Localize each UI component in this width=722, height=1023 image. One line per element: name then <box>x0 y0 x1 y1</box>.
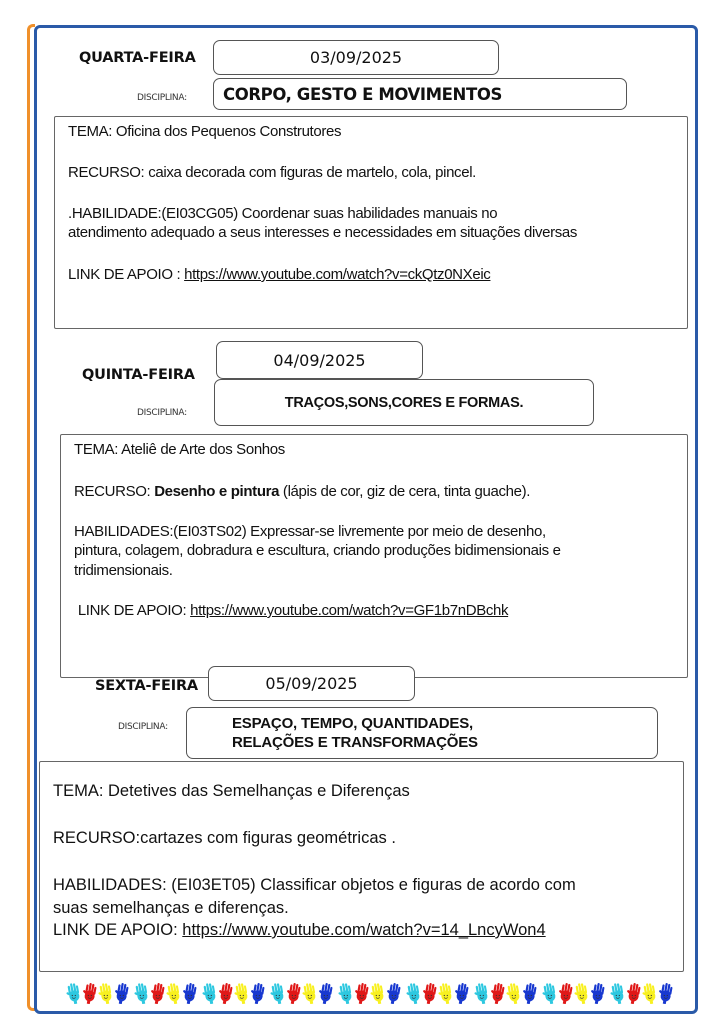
recurso-bold: Desenho e pintura <box>154 483 280 500</box>
hand-cyan-icon <box>474 980 490 1004</box>
hand-blue-icon <box>522 980 538 1004</box>
discipline-field <box>213 78 627 110</box>
discipline-line-2: RELAÇÕES E TRANSFORMAÇÕES <box>232 734 478 751</box>
hand-yellow-icon <box>166 980 182 1004</box>
recurso-suffix: (lápis de cor, giz de cera, tinta guache). <box>279 483 531 500</box>
hand-red-icon <box>82 980 98 1004</box>
hand-cyan-icon <box>406 980 422 1004</box>
hand-group <box>474 980 538 1006</box>
hand-blue-icon <box>182 980 198 1004</box>
support-link[interactable]: https://www.youtube.com/watch?v=GF1b7nDBchk <box>190 602 509 619</box>
hand-yellow-icon <box>234 980 250 1004</box>
hand-yellow-icon <box>506 980 522 1004</box>
hand-group <box>338 980 402 1006</box>
lesson-content-box <box>39 761 684 972</box>
weekday-label: QUARTA-FEIRA <box>79 50 196 66</box>
link-label: LINK DE APOIO: <box>74 602 191 619</box>
hand-group <box>270 980 334 1006</box>
recurso-text <box>74 482 679 501</box>
hand-blue-icon <box>590 980 606 1004</box>
habilidade-line-1: HABILIDADES:(EI03TS02) Expressar-se livremente por meio de desenho, <box>74 523 546 540</box>
hand-cyan-icon <box>270 980 286 1004</box>
support-link-row <box>53 920 675 941</box>
hand-yellow-icon <box>302 980 318 1004</box>
date-field: 04/09/2025 <box>216 341 423 379</box>
support-link-row <box>68 265 679 284</box>
weekday-label: SEXTA-FEIRA <box>95 678 198 694</box>
discipline-text <box>187 714 478 752</box>
habilidade-line-1: HABILIDADES: (EI03ET05) Classificar objetos e figuras de acordo com <box>53 876 576 894</box>
tema-text: TEMA: Oficina dos Pequenos Construtores <box>68 123 342 140</box>
hand-cyan-icon <box>610 980 626 1004</box>
habilidade-line-2: pintura, colagem, dobradura e escultura, criando produções bidimensionais e <box>74 542 561 559</box>
discipline-text: TRAÇOS,SONS,CORES E FORMAS. <box>284 394 524 411</box>
hand-blue-icon <box>318 980 334 1004</box>
habilidade-line-3: tridimensionais. <box>74 562 173 579</box>
hand-yellow-icon <box>98 980 114 1004</box>
hand-blue-icon <box>250 980 266 1004</box>
hand-cyan-icon <box>542 980 558 1004</box>
recurso-text: RECURSO:cartazes com figuras geométricas . <box>53 829 396 847</box>
hand-cyan-icon <box>66 980 82 1004</box>
habilidade-line-2: suas semelhanças e diferenças. <box>53 899 289 917</box>
hand-blue-icon <box>658 980 674 1004</box>
hand-red-icon <box>422 980 438 1004</box>
habilidade-line-2: atendimento adequado a seus interesses e necessidades em situações diversas <box>68 224 578 241</box>
link-label: LINK DE APOIO: <box>53 921 183 939</box>
hand-yellow-icon <box>574 980 590 1004</box>
support-link[interactable]: https://www.youtube.com/watch?v=14_LncyWon4 <box>182 921 546 939</box>
hand-print-border <box>66 980 666 1006</box>
support-link[interactable]: https://www.youtube.com/watch?v=ckQtz0NXeic <box>184 266 491 283</box>
hand-red-icon <box>490 980 506 1004</box>
discipline-line-1: ESPAÇO, TEMPO, QUANTIDADES, <box>232 715 474 732</box>
hand-group <box>406 980 470 1006</box>
hand-cyan-icon <box>134 980 150 1004</box>
hand-group <box>66 980 130 1006</box>
hand-yellow-icon <box>370 980 386 1004</box>
date-field: 05/09/2025 <box>208 666 415 701</box>
hand-red-icon <box>150 980 166 1004</box>
date-field: 03/09/2025 <box>213 40 499 75</box>
habilidade-line-1: .HABILIDADE:(EI03CG05) Coordenar suas habilidades manuais no <box>68 205 498 222</box>
discipline-field <box>186 707 658 759</box>
discipline-label: DISCIPLINA: <box>137 93 187 103</box>
weekday-label: QUINTA-FEIRA <box>82 367 195 383</box>
hand-yellow-icon <box>438 980 454 1004</box>
hand-red-icon <box>218 980 234 1004</box>
hand-group <box>610 980 674 1006</box>
recurso-prefix: RECURSO: <box>74 483 155 500</box>
lesson-content-box <box>54 116 688 329</box>
hand-group <box>202 980 266 1006</box>
hand-blue-icon <box>386 980 402 1004</box>
discipline-label: DISCIPLINA: <box>137 408 187 418</box>
recurso-text: RECURSO: caixa decorada com figuras de martelo, cola, pincel. <box>68 164 477 181</box>
discipline-label: DISCIPLINA: <box>118 722 168 732</box>
hand-group <box>134 980 198 1006</box>
hand-yellow-icon <box>642 980 658 1004</box>
hand-red-icon <box>354 980 370 1004</box>
hand-red-icon <box>626 980 642 1004</box>
hand-cyan-icon <box>202 980 218 1004</box>
lesson-content-box <box>60 434 688 678</box>
support-link-row <box>74 601 679 620</box>
hand-cyan-icon <box>338 980 354 1004</box>
discipline-field <box>214 379 594 426</box>
tema-text: TEMA: Detetives das Semelhanças e Diferenças <box>53 782 410 800</box>
hand-red-icon <box>286 980 302 1004</box>
hand-blue-icon <box>454 980 470 1004</box>
link-label: LINK DE APOIO : <box>68 266 185 283</box>
discipline-text: CORPO, GESTO E MOVIMENTOS <box>223 84 502 104</box>
hand-blue-icon <box>114 980 130 1004</box>
tema-text: TEMA: Ateliê de Arte dos Sonhos <box>74 441 285 458</box>
hand-group <box>542 980 606 1006</box>
hand-red-icon <box>558 980 574 1004</box>
